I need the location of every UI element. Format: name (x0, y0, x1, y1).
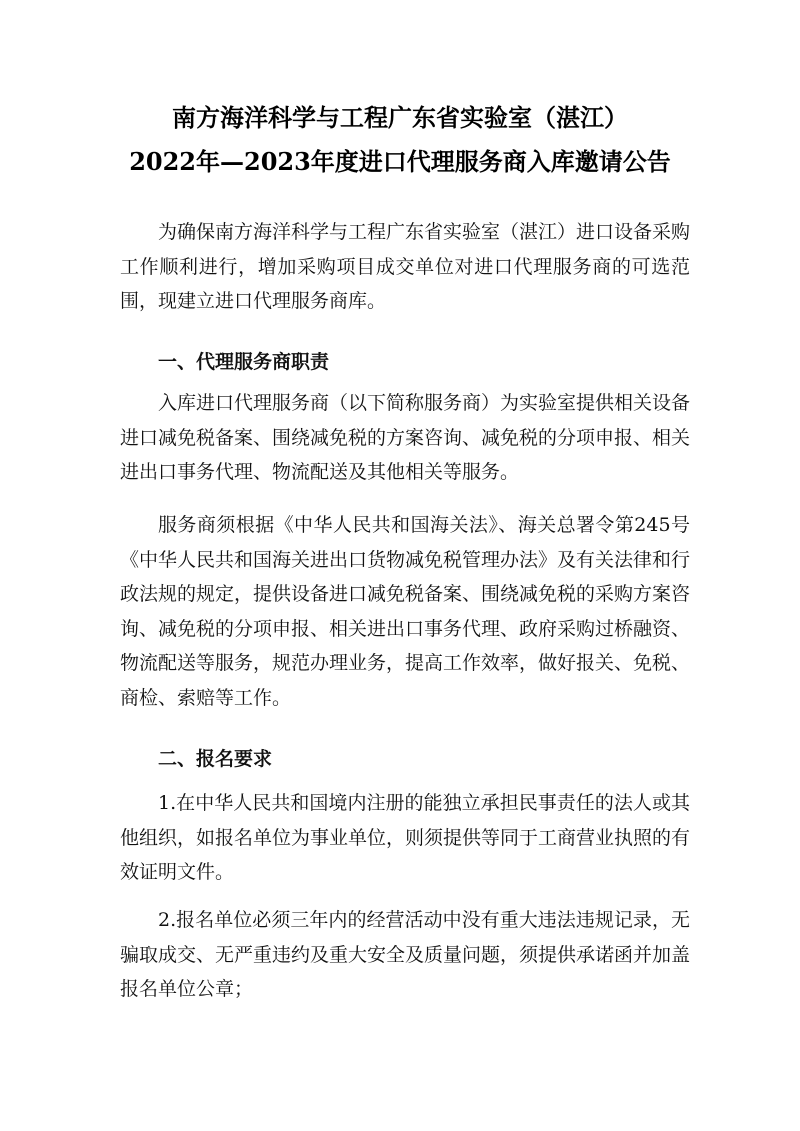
document-title-line2: 2022年—2023年度进口代理服务商入库邀请公告 (129, 147, 671, 176)
section1-paragraph-1: 入库进口代理服务商（以下简称服务商）为实验室提供相关设备进口减免税备案、围绕减免税的方案咨询、减免税的分项申报、相关进出口事务代理、物流配送及其他相关等服务。 (120, 392, 691, 483)
section1-heading: 一、代理服务商职责 (158, 351, 330, 373)
intro-paragraph: 为确保南方海洋科学与工程广东省实验室（湛江）进口设备采购工作顺利进行，增加采购项目成交单位对进口代理服务商的可选范围，现建立进口代理服务商库。 (120, 221, 691, 312)
section2-item-2: 2.报名单位必须三年内的经营活动中没有重大违法违规记录，无骗取成交、无严重违约及重大安全及质量问题，须提供承诺函并加盖报名单位公章； (120, 909, 691, 1000)
section1-paragraph-2: 服务商须根据《中华人民共和国海关法》、海关总署令第245号《中华人民共和国海关进出口货物减免税管理办法》及有关法律和行政法规的规定，提供设备进口减免税备案、围绕减免税的采购方案咨询、减免税的分项申报、相关进出口事务代理、政府采购过桥融资、物流配送等服务，规范办理业务，提高工作效率，做好报关、免税、商检、索赔等工作。 (120, 514, 691, 709)
section2-item-1: 1.在中华人民共和国境内注册的能独立承担民事责任的法人或其他组织，如报名单位为事业单位，则须提供等同于工商营业执照的有效证明文件。 (120, 792, 691, 883)
section2-heading: 二、报名要求 (158, 748, 273, 770)
document-title-line1: 南方海洋科学与工程广东省实验室（湛江） (172, 103, 628, 132)
